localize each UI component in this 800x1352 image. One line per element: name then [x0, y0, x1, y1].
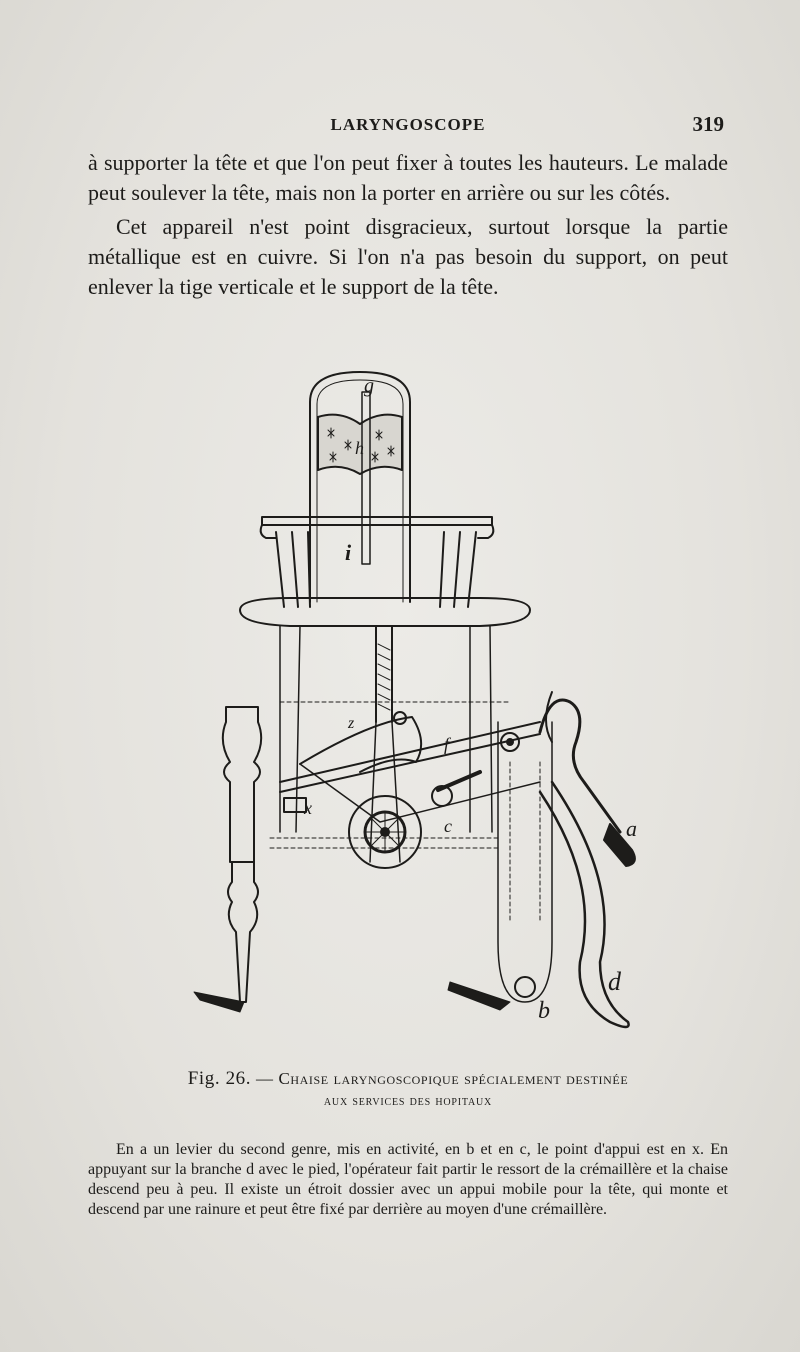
body-text — [88, 148, 728, 302]
label-z: z — [348, 715, 355, 732]
label-g: g — [364, 375, 374, 397]
label-i: i — [345, 540, 352, 565]
chair-engraving — [180, 362, 650, 1042]
caption-title-line2: aux services des hopitaux — [323, 1093, 493, 1109]
label-f: f — [444, 734, 450, 754]
caption-title-line1: Chaise laryngoscopique spécialement destinée — [278, 1069, 629, 1088]
label-a: a — [626, 816, 637, 841]
caption-dash: — — [255, 1069, 274, 1088]
page-number: 319 — [692, 112, 724, 136]
label-c: c — [444, 816, 452, 836]
figure-number: Fig. 26. — [187, 1068, 252, 1089]
label-h: h — [355, 438, 364, 458]
label-d: d — [608, 967, 621, 996]
figure-legend: En a un levier du second genre, mis en activité, en b et en c, le point d'appui est en x. En appuyant sur la branche d avec le pied, l'opérateur fait partir le ressort de la crémaillère et la chaise descend peu à peu. Il existe un étroit dossier avec un appui mobile pour la tête, qui monte et descend par une rainure et peut être fixé par derrière au moyen d'une crémaillère. — [88, 1141, 728, 1218]
running-title: LARYNGOSCOPE — [330, 115, 486, 134]
label-b: b — [538, 998, 550, 1024]
figure-caption — [88, 1068, 728, 1112]
paragraph: à supporter la tête et que l'on peut fixer à toutes les hauteurs. Le malade peut soulever la tête, mais non la porter en arrière ou sur les côtés. — [88, 150, 728, 205]
running-head — [88, 112, 728, 139]
figure-chair-illustration — [180, 362, 650, 1042]
label-x: x — [304, 798, 312, 818]
paragraph: Cet appareil n'est point disgracieux, surtout lorsque la partie métallique est en cuivre. Si l'on n'a pas besoin du support, on peut enlever la tige verticale et le support de la tête. — [88, 214, 728, 299]
